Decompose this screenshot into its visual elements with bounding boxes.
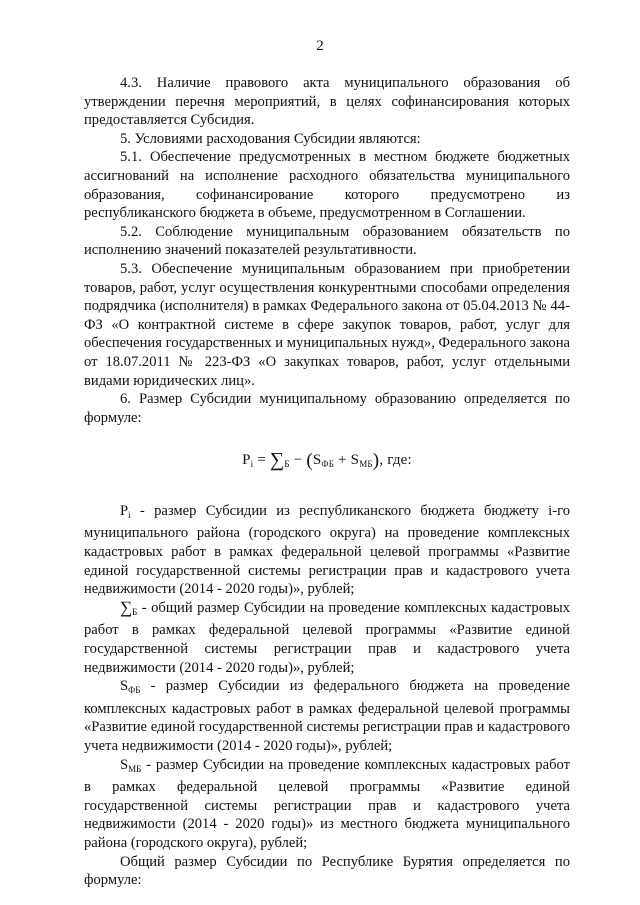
sum-symbol-icon: ∑	[269, 449, 285, 472]
formula-close-paren: )	[372, 450, 380, 472]
paragraph-5-3: 5.3. Обеспечение муниципальным образованием при приобретении товаров, работ, услуг осуществления конкурентными способами определения подрядчика (исполнителя) в рамках Федерального закона от 05.04.2013 № 44-ФЗ «О контрактной системе в сфере закупок товаров, работ, услуг для обеспечения государственных и муниципальных нужд», Федерального закона от 18.07.2011 № 223-ФЗ «О закупках товаров, работ, услуг отдельными видами юридических лиц».	[84, 260, 570, 389]
definition-pi-text: - размер Субсидии из республиканского бюджета бюджету i-го муниципального района (городского округа) на проведение комплексных кадастровых работ в рамках федеральной целевой программы «Развитие единой государственной системы регистрации прав и кадастрового учета недвижимости (2014 - 2020 годы)», рублей;	[84, 502, 570, 598]
formula-s2-sub: МБ	[359, 459, 373, 470]
definition-sfb	[84, 677, 570, 755]
formula-lhs-sub: i	[250, 459, 254, 470]
formula-open-paren: (	[306, 450, 313, 472]
paragraph-5: 5. Условиями расходования Субсидии являются:	[120, 130, 421, 147]
formula-sum-sub: Б	[284, 459, 290, 470]
formula-eq: =	[253, 452, 270, 469]
definition-sfb-text: - размер Субсидии из федерального бюджета на проведение комплексных кадастровых работ в рамках федеральной целевой программы «Развитие единой государственной системы регистрации прав и кадастрового учета недвижимости (2014 - 2020 годы)», рублей;	[84, 678, 570, 754]
page-number: 2	[316, 38, 324, 54]
definition-pi-sub: i	[128, 509, 131, 520]
sum-symbol-icon: ∑	[120, 597, 133, 617]
definition-pi-symbol: P	[120, 502, 129, 519]
definition-smb-symbol: S	[120, 756, 129, 773]
definition-pi	[84, 502, 570, 599]
paragraph-5-2: 5.2. Соблюдение муниципальным образованием обязательств по исполнению значений показателей результативности.	[84, 223, 570, 259]
formula-s1-sub: ФБ	[321, 459, 335, 470]
definition-smb	[84, 756, 570, 853]
formula-s1: S	[312, 452, 322, 469]
definition-smb-sub: МБ	[128, 763, 142, 774]
paragraph-4-3: 4.3. Наличие правового акта муниципального образования об утверждении перечня мероприятий, в целях софинансирования которых предоставляется Субсидия.	[84, 75, 570, 129]
definition-sfb-sub: ФБ	[128, 685, 141, 696]
definition-sum-sub: Б	[132, 606, 138, 617]
definition-sum-text: - общий размер Субсидии на проведение комплексных кадастровых работ в рамках федеральной целевой программы «Развитие единой государственной системы регистрации прав и кадастрового учета недвижимости (2014 - 2020 годы)», рублей;	[84, 599, 570, 676]
definition-sum	[84, 599, 570, 677]
formula-subsidy	[84, 451, 570, 474]
formula-plus: +	[334, 452, 351, 469]
formula-lhs: P	[242, 452, 251, 469]
paragraph-total-formula: Общий размер Субсидии по Республике Бурятия определяется по формуле:	[84, 853, 570, 889]
formula-s2: S	[350, 452, 360, 469]
document-body	[84, 74, 570, 890]
formula-tail: , где:	[379, 452, 412, 469]
paragraph-6: 6. Размер Субсидии муниципальному образованию определяется по формуле:	[84, 391, 570, 426]
definition-sfb-symbol: S	[120, 678, 129, 695]
definition-smb-text: - размер Субсидии на проведение комплексных кадастровых работ в рамках федеральной целевой программы «Развитие единой государственной системы регистрации прав и кадастрового учета недвижимости (2014 - 2020 годы)» из местного бюджета муниципального района (городского округа), рублей;	[84, 756, 570, 851]
formula-minus: −	[289, 452, 307, 469]
paragraph-5-1: 5.1. Обеспечение предусмотренных в местном бюджете бюджетных ассигнований на исполнение расходного обязательства муниципального образования, софинансирование которого предусмотрено из республиканского бюджета в объеме, предусмотренном в Соглашении.	[84, 149, 570, 222]
